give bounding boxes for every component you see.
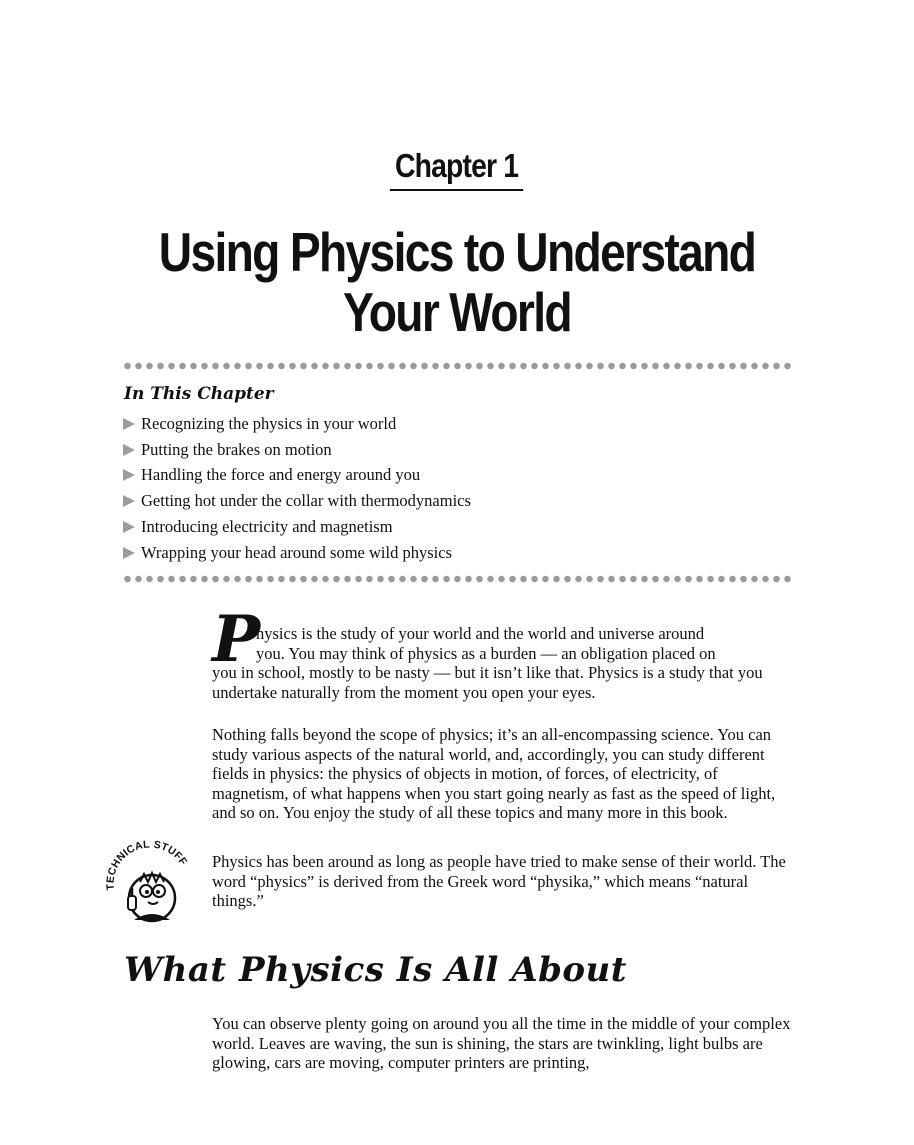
chapter-title-line2: Your World bbox=[343, 281, 571, 343]
section-heading: What Physics Is All About bbox=[124, 950, 627, 990]
intro-paragraph bbox=[212, 602, 792, 702]
scope-paragraph: Nothing falls beyond the scope of physics; it’s an all-encompassing science. You can study various aspects of the natural world, and, accordingly, you can study different fields in physics: the physics of objects in motion, of forces, of electricity, of magnetism, of what happens when you start going nearly as fast as the speed of light, and so on. You enjoy the study of all these topics and many more in this book. bbox=[212, 725, 776, 822]
triangle-bullet-icon bbox=[123, 547, 135, 559]
dotted-divider-bottom bbox=[122, 575, 792, 583]
technical-stuff-icon bbox=[104, 838, 194, 924]
chapter-topics-list bbox=[123, 411, 471, 566]
technical-stuff-paragraph: Physics has been around as long as people have tried to make sense of their world. The word “physics” is derived from the Greek word “physika,” which means “natural things.” bbox=[212, 852, 786, 910]
dotted-divider-top bbox=[122, 362, 792, 370]
list-item: Recognizing the physics in your world bbox=[123, 411, 471, 437]
triangle-bullet-icon bbox=[123, 495, 135, 507]
intro-rest: you in school, mostly to be nasty — but it isn’t like that. Physics is a study that you undertake naturally from the moment you open your eyes. bbox=[212, 663, 763, 702]
triangle-bullet-icon bbox=[123, 444, 135, 456]
chapter-title-line1: Using Physics to Understand bbox=[158, 221, 756, 283]
chapter-title bbox=[0, 222, 914, 342]
technical-stuff-label: TECHNICAL STUFF bbox=[104, 838, 190, 891]
triangle-bullet-icon bbox=[123, 469, 135, 481]
drop-cap: P bbox=[212, 602, 261, 677]
list-item: Wrapping your head around some wild physics bbox=[123, 540, 471, 566]
intro-line-1: hysics is the study of your world and the world and universe around bbox=[256, 624, 705, 643]
in-this-chapter-heading: In This Chapter bbox=[124, 384, 274, 404]
triangle-bullet-icon bbox=[123, 521, 135, 533]
list-item: Handling the force and energy around you bbox=[123, 463, 471, 489]
list-item: Introducing electricity and magnetism bbox=[123, 514, 471, 540]
intro-line-2: you. You may think of physics as a burden — an obligation placed on bbox=[256, 643, 716, 663]
list-item: Putting the brakes on motion bbox=[123, 437, 471, 463]
chapter-label bbox=[0, 147, 914, 191]
chapter-number: Chapter 1 bbox=[390, 147, 523, 191]
triangle-bullet-icon bbox=[123, 418, 135, 430]
list-item: Getting hot under the collar with thermodynamics bbox=[123, 488, 471, 514]
section-paragraph: You can observe plenty going on around you all the time in the middle of your complex world. Leaves are waving, the sun is shining, the stars are twinkling, light bulbs are glowing, cars are moving, computer printers are printing, bbox=[212, 1014, 791, 1072]
